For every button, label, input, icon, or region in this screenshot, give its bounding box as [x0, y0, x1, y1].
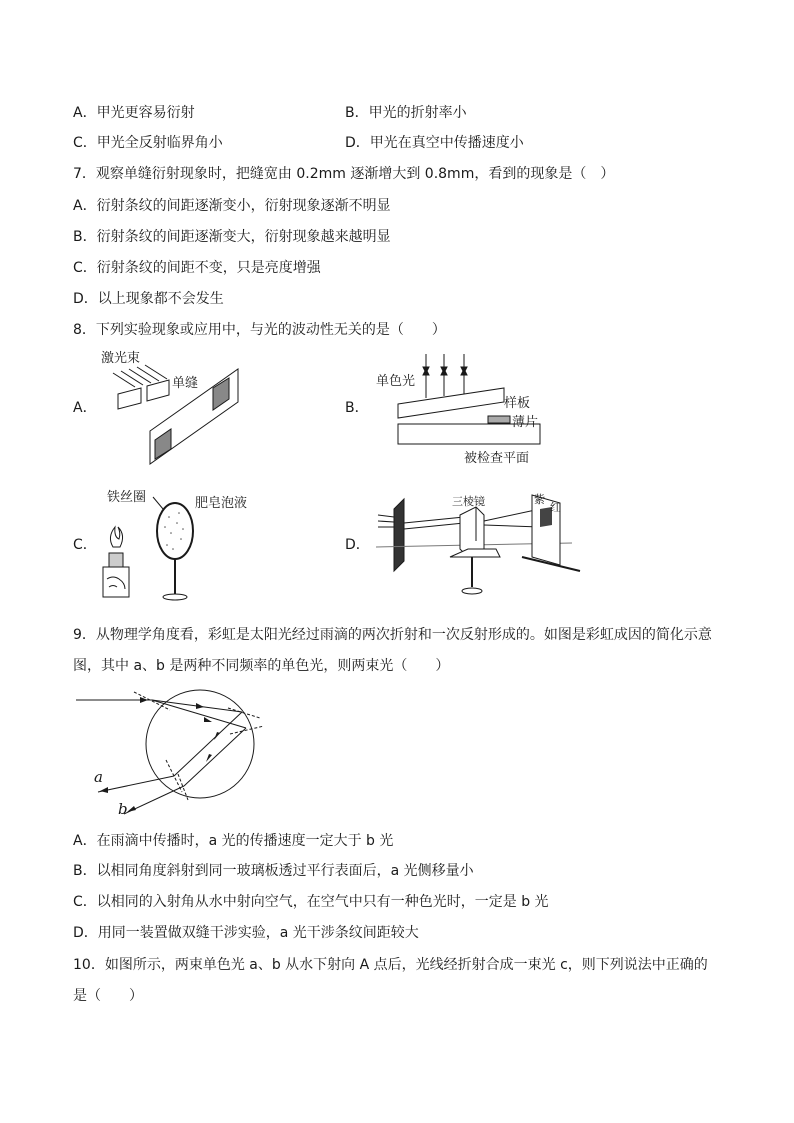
q7-option-b: B．衍射条纹的间距逐渐变大，衍射现象越来越明显: [73, 229, 391, 245]
wire-loop-label: 铁丝圈: [107, 490, 147, 505]
q7-option-d: D．以上现象都不会发生: [73, 291, 224, 307]
rainbow-raindrop-figure: [70, 688, 280, 818]
red-label: 红: [550, 501, 561, 514]
q7-stem: 7．观察单缝衍射现象时，把缝宽由 0.2mm 逐渐增大到 0.8mm，看到的现象是（ ）: [73, 166, 615, 182]
q8-label-c: C．: [73, 537, 97, 553]
q9-option-d: D．用同一装置做双缝干涉实验，a 光干涉条纹间距较大: [73, 925, 419, 941]
q10-stem-line2: 是（ ）: [73, 988, 143, 1004]
q10-stem-line1: 10．如图所示，两束单色光 a、b 从水下射向 A 点后，光线经折射合成一束光 c，则下列说法中正确的: [73, 957, 708, 973]
soap-solution-label: 肥皂泡液: [195, 496, 248, 511]
q9-option-b: B．以相同角度斜射到同一玻璃板透过平行表面后，a 光侧移量小: [73, 863, 474, 879]
q7-option-a: A．衍射条纹的间距逐渐变小，衍射现象逐渐不明显: [73, 198, 391, 214]
ray-a-label: a: [94, 768, 103, 786]
q6-option-a: A．甲光更容易衍射: [73, 105, 195, 121]
q9-option-a: A．在雨滴中传播时，a 光的传播速度一定大于 b 光: [73, 833, 394, 849]
violet-label: 紫: [534, 493, 545, 506]
flatness-test-figure: [370, 350, 560, 468]
q7-option-c: C．衍射条纹的间距不变，只是亮度增强: [73, 260, 321, 276]
sample-plate-label: 样板: [504, 396, 531, 411]
prism-dispersion-figure: [372, 487, 582, 605]
q6-option-d: D．甲光在真空中传播速度小: [345, 135, 524, 151]
q6-option-c: C．甲光全反射临界角小: [73, 135, 223, 151]
inspected-surface-label: 被检查平面: [464, 451, 530, 466]
q8-label-b: B．: [345, 400, 369, 416]
single-slit-label: 单缝: [172, 376, 199, 391]
q8-stem: 8．下列实验现象或应用中，与光的波动性无关的是（ ）: [73, 322, 446, 338]
thin-sheet-label: 薄片: [512, 415, 539, 430]
q6-option-b: B．甲光的折射率小: [345, 105, 467, 121]
soap-film-figure: [95, 487, 270, 605]
q9-stem-line2: 图，其中 a、b 是两种不同频率的单色光，则两束光（ ）: [73, 658, 450, 674]
monochromatic-light-label: 单色光: [376, 374, 416, 389]
prism-label: 三棱镜: [452, 495, 485, 508]
q9-option-c: C．以相同的入射角从水中射向空气，在空气中只有一种色光时，一定是 b 光: [73, 894, 549, 910]
single-slit-figure: [95, 345, 255, 465]
q9-stem-line1: 9．从物理学角度看，彩虹是太阳光经过雨滴的两次折射和一次反射形成的。如图是彩虹成因的简化示意: [73, 627, 712, 643]
q8-label-a: A．: [73, 400, 97, 416]
q8-label-d: D．: [345, 537, 370, 553]
laser-beam-label: 激光束: [101, 351, 141, 366]
ray-b-label: b: [118, 800, 128, 818]
